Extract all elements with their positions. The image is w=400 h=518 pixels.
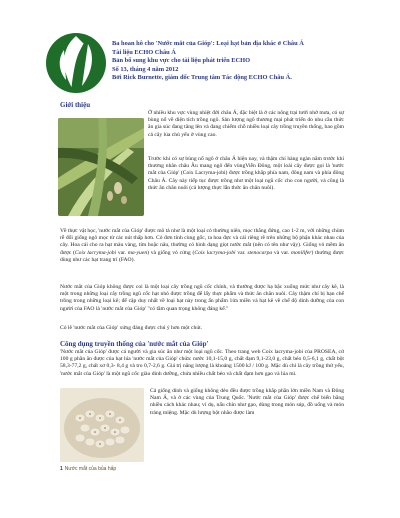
header-series: Bản bổ sung khu vực cho tài liệu phát triển ECHO (112, 57, 251, 65)
document-header (112, 40, 382, 83)
uses-paragraph-1: 'Nước mắt của Gióp' được cả người và gia súc ăn như một loại ngũ cốc. Theo trang web Coix lacryma-jobi của PROSEA, cứ 100 g phần ăn được của hạt lúa 'nước mắt của Gióp' chứa: nước 10,1-15,0 g, chất đạm 9,1-23,0 g, chất béo 0,5-6,1 g, chất bột 58,3-77,2 g, chất xơ 0,3- 8,4 g và tro 0,7-2,6 g. Giá trị năng lượng là khoảng 1500 kJ / 100 g. Mặc dù chỉ là cây trồng thứ yếu, 'nước mắt của Gióp' là một ngũ cốc giàu dinh dưỡng, chứa nhiều chất béo và chất đạm hơn gạo và lúa mì. (60, 349, 344, 377)
variety-name-1: ma-yuen (127, 249, 148, 256)
caption-text: Nước mắt của bủa hấp (64, 466, 117, 472)
header-subtitle: Tài liệu ECHO Châu Á (112, 48, 176, 56)
echo-logo (44, 30, 108, 96)
botany-text-a: Về thực vật học, 'nước mắt của Gióp' được mô tả như là một loại cỏ thường niên, mọc thẳng đứng, cao 1-2 m, với những chùm rễ đổi giống ngô mọc từ các nút thấp hơn. Cỏ đơn tính cùng gốc, ra hoa đực và cái riêng rẽ trên những bộ phận khác nhau của cây. Hoa cái cho ra hạt màu vàng, tím hoặc nâu, thường có hình dạng giọt nước mắt (nên có tên như vậy). Giống vỏ mềm ăn được ( (60, 228, 344, 256)
variety-name-2: stenocarpa (247, 249, 273, 256)
species-name-1: Coix lacryma-jobi (74, 249, 117, 256)
botany-text-b: var. (116, 249, 128, 256)
caption-number: 1 (60, 466, 63, 472)
intro-heading: Giới thiệu (60, 101, 91, 109)
intro-paragraph-1: Ở nhiều khu vực vùng nhiệt đới châu Á, đặc biệt là ở các nông trại tưới nhờ mưa, có sự bùng nổ về diện tích trồng ngô. Sản lượng ngô thương mại phát triển do nhu cầu thức ăn gia súc đang tăng lên và đang chiếm chỗ nhiều loại cây trồng truyền thống, bao gồm cả cây lúa chủ yếu ở vùng cao. (148, 110, 344, 138)
millet-paragraph: Nước mắt của Gióp không được coi là một loại cây trồng ngũ cốc chính, và thường được hạ bậc xuống mức như cây kê, là một trong những loại cây trồng ngũ cốc hạt nhỏ được trồng để lấy thực phẩm và thức ăn chăn nuôi. Cây thậm chí bị hạn chế trồng trong những loại kê; để cập duy nhất về loại hạt này trong ấn phẩm 1ửa miền và hạt kê về chế độ dinh dưỡng của con người của FAO là 'nước mắt của Gióp' "có tầm quan trọng không đáng kể." (60, 284, 344, 312)
header-issue: Số 13, tháng 4 năm 2012 (112, 65, 179, 73)
intro-paragraph-2: Trước khi có sự bùng nổ ngô ở châu Á hiện nay, và thậm chí hàng ngàn năm trước khi thương nhân châu Âu mang ngô đến vùngViễn Đông, một loài cây được gọi là 'nước mắt của Gióp' (Coix Lacryma-jobi) được trồng khắp phía nam, đông nam và phía đông Châu Á. Cây này tiếp tục được trồng như một loại ngũ cốc cho con người, và cũng là thức ăn chăn nuôi (cả lượng thực lẫn thức ăn chăn nuôi). (148, 156, 344, 191)
uses-paragraph-2: Cả giống dính và giống không dẻo đều được trồng khắp phần lớn miền Nam và Đông Nam Á, và ở các vùng của Trung Quốc. 'Nước mắt của Gióp' được chế biến bằng nhiều cách khác nhau; ví dụ, nấu chín như gạo, dùng trong món súp, đồ uống và món tráng miệng. Mặc dù lượng bột nhão được làm (150, 388, 344, 416)
species-name-2: Coix lacryma-jobi (194, 249, 236, 256)
uses-heading: Công dụng truyền thống của 'nước mắt của Gióp' (60, 340, 209, 348)
botany-paragraph (60, 228, 344, 264)
variety-name-3: monilifer (290, 249, 312, 256)
job-tears-plant-photo (58, 118, 144, 216)
botany-text-e: và var. (272, 249, 291, 256)
header-title: Ba hoan hô cho 'Nước mắt của Gióp': Loại hạt bản địa khác ở Châu Á (112, 40, 304, 47)
attention-paragraph: Có lẽ 'nước mắt của Gióp' xứng đáng được chú ý hơn một chút. (60, 325, 203, 331)
header-author: Bởi Rick Burnette, giám đốc Trung tâm Tác động ECHO Châu Á. (112, 74, 292, 82)
botany-text-c: ) và giống vỏ cứng ( (147, 249, 195, 256)
botany-text-d: var. (235, 249, 248, 256)
photo-caption (60, 466, 116, 472)
steamed-job-tears-photo (60, 388, 144, 462)
botany-text-f: ) thường được dùng như các hạt trang trí (FAO). (60, 249, 345, 263)
